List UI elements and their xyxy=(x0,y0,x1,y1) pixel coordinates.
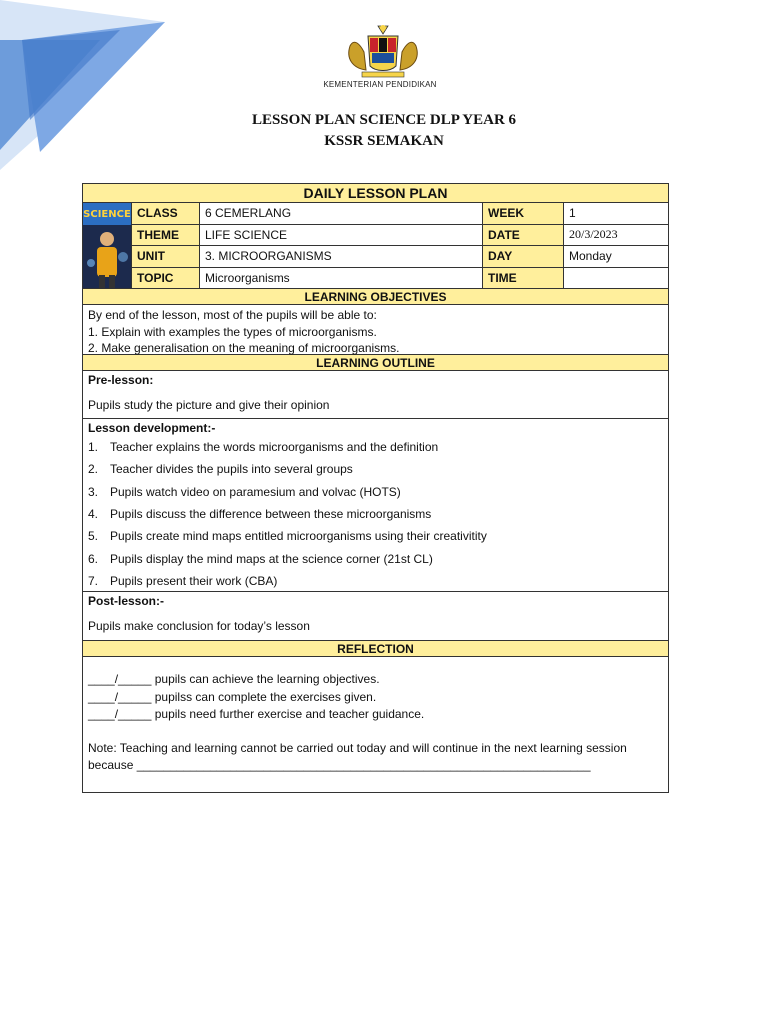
lesson-plan-table xyxy=(82,183,669,793)
science-book-cover-image xyxy=(83,203,132,288)
pre-lesson-title: Pre-lesson: xyxy=(88,373,154,387)
unit-value: 3. MICROORGANISMS xyxy=(200,246,483,267)
list-item: 6. Pupils display the mind maps at the science corner (21st CL) xyxy=(88,551,433,566)
coat-of-arms-logo xyxy=(338,22,428,82)
reflection-note-because: because ____________________________________________________________________ xyxy=(88,758,591,772)
page-subtitle: KSSR SEMAKAN xyxy=(324,133,444,149)
theme-value: LIFE SCIENCE xyxy=(200,225,483,246)
pre-lesson-text: Pupils study the picture and give their opinion xyxy=(88,398,330,412)
post-lesson-text: Pupils make conclusion for today’s lesson xyxy=(88,619,310,633)
date-value: 20/3/2023 xyxy=(569,227,618,242)
list-item: 4. Pupils discuss the difference between these microorganisms xyxy=(88,507,432,522)
reflection-note: Note: Teaching and learning cannot be carried out today and will continue in the next learning session xyxy=(88,740,627,755)
day-value: Monday xyxy=(569,249,612,264)
time-label: TIME xyxy=(483,268,564,289)
learning-outline-heading: LEARNING OUTLINE xyxy=(83,355,668,371)
learning-objectives-heading: LEARNING OBJECTIVES xyxy=(83,289,668,305)
lesson-info-grid xyxy=(83,203,668,289)
date-label: DATE xyxy=(483,225,564,246)
topic-value: Microorganisms xyxy=(200,268,483,289)
cover-title: SCIENCE xyxy=(83,209,131,220)
class-label: CLASS xyxy=(132,203,200,224)
lesson-development-steps xyxy=(88,436,663,592)
list-item: 3. Pupils watch video on paramesium and volvac (HOTS) xyxy=(88,484,401,499)
page-title: LESSON PLAN SCIENCE DLP YEAR 6 xyxy=(251,112,517,128)
class-value: 6 CEMERLANG xyxy=(200,203,483,224)
topic-label: TOPIC xyxy=(132,268,200,289)
week-label: WEEK xyxy=(483,203,564,224)
corner-decoration xyxy=(0,0,180,180)
list-item: 7. Pupils present their work (CBA) xyxy=(88,573,278,588)
time-value xyxy=(564,268,668,289)
unit-label: UNIT xyxy=(132,246,200,267)
reflection-content xyxy=(83,657,668,792)
daily-lesson-plan-heading: DAILY LESSON PLAN xyxy=(83,184,668,203)
pre-lesson-section xyxy=(83,371,668,419)
info-row-theme xyxy=(132,225,668,247)
list-item: 5. Pupils create mind maps entitled microorganisms using their creativitity xyxy=(88,529,487,544)
post-lesson-section xyxy=(83,592,668,641)
reflection-line: ____/_____ pupils can achieve the learning objectives. xyxy=(88,672,380,686)
week-value: 1 xyxy=(569,206,576,221)
lesson-development-section xyxy=(83,419,668,592)
objectives-intro: By end of the lesson, most of the pupils will be able to: xyxy=(88,308,377,322)
ministry-name: KEMENTERIAN PENDIDIKAN xyxy=(323,80,437,89)
reflection-line: ____/_____ pupils need further exercise and teacher guidance. xyxy=(88,707,425,721)
reflection-line: ____/_____ pupilss can complete the exercises given. xyxy=(88,689,377,704)
reflection-heading: REFLECTION xyxy=(83,641,668,657)
theme-label: THEME xyxy=(132,225,200,246)
list-item: 2. Teacher divides the pupils into several groups xyxy=(88,462,353,477)
day-label: DAY xyxy=(483,246,564,267)
info-row-topic xyxy=(132,268,668,289)
post-lesson-title: Post-lesson:- xyxy=(88,594,165,608)
lesson-development-title: Lesson development:- xyxy=(88,421,216,435)
info-row-unit xyxy=(132,246,668,268)
info-row-class xyxy=(132,203,668,225)
objective-item: 1. Explain with examples the types of microorganisms. xyxy=(88,324,377,339)
list-item: 1. Teacher explains the words microorganisms and the definition xyxy=(88,440,439,455)
objective-item: 2. Make generalisation on the meaning of microorganisms. xyxy=(88,341,400,355)
learning-objectives-content xyxy=(83,305,668,355)
